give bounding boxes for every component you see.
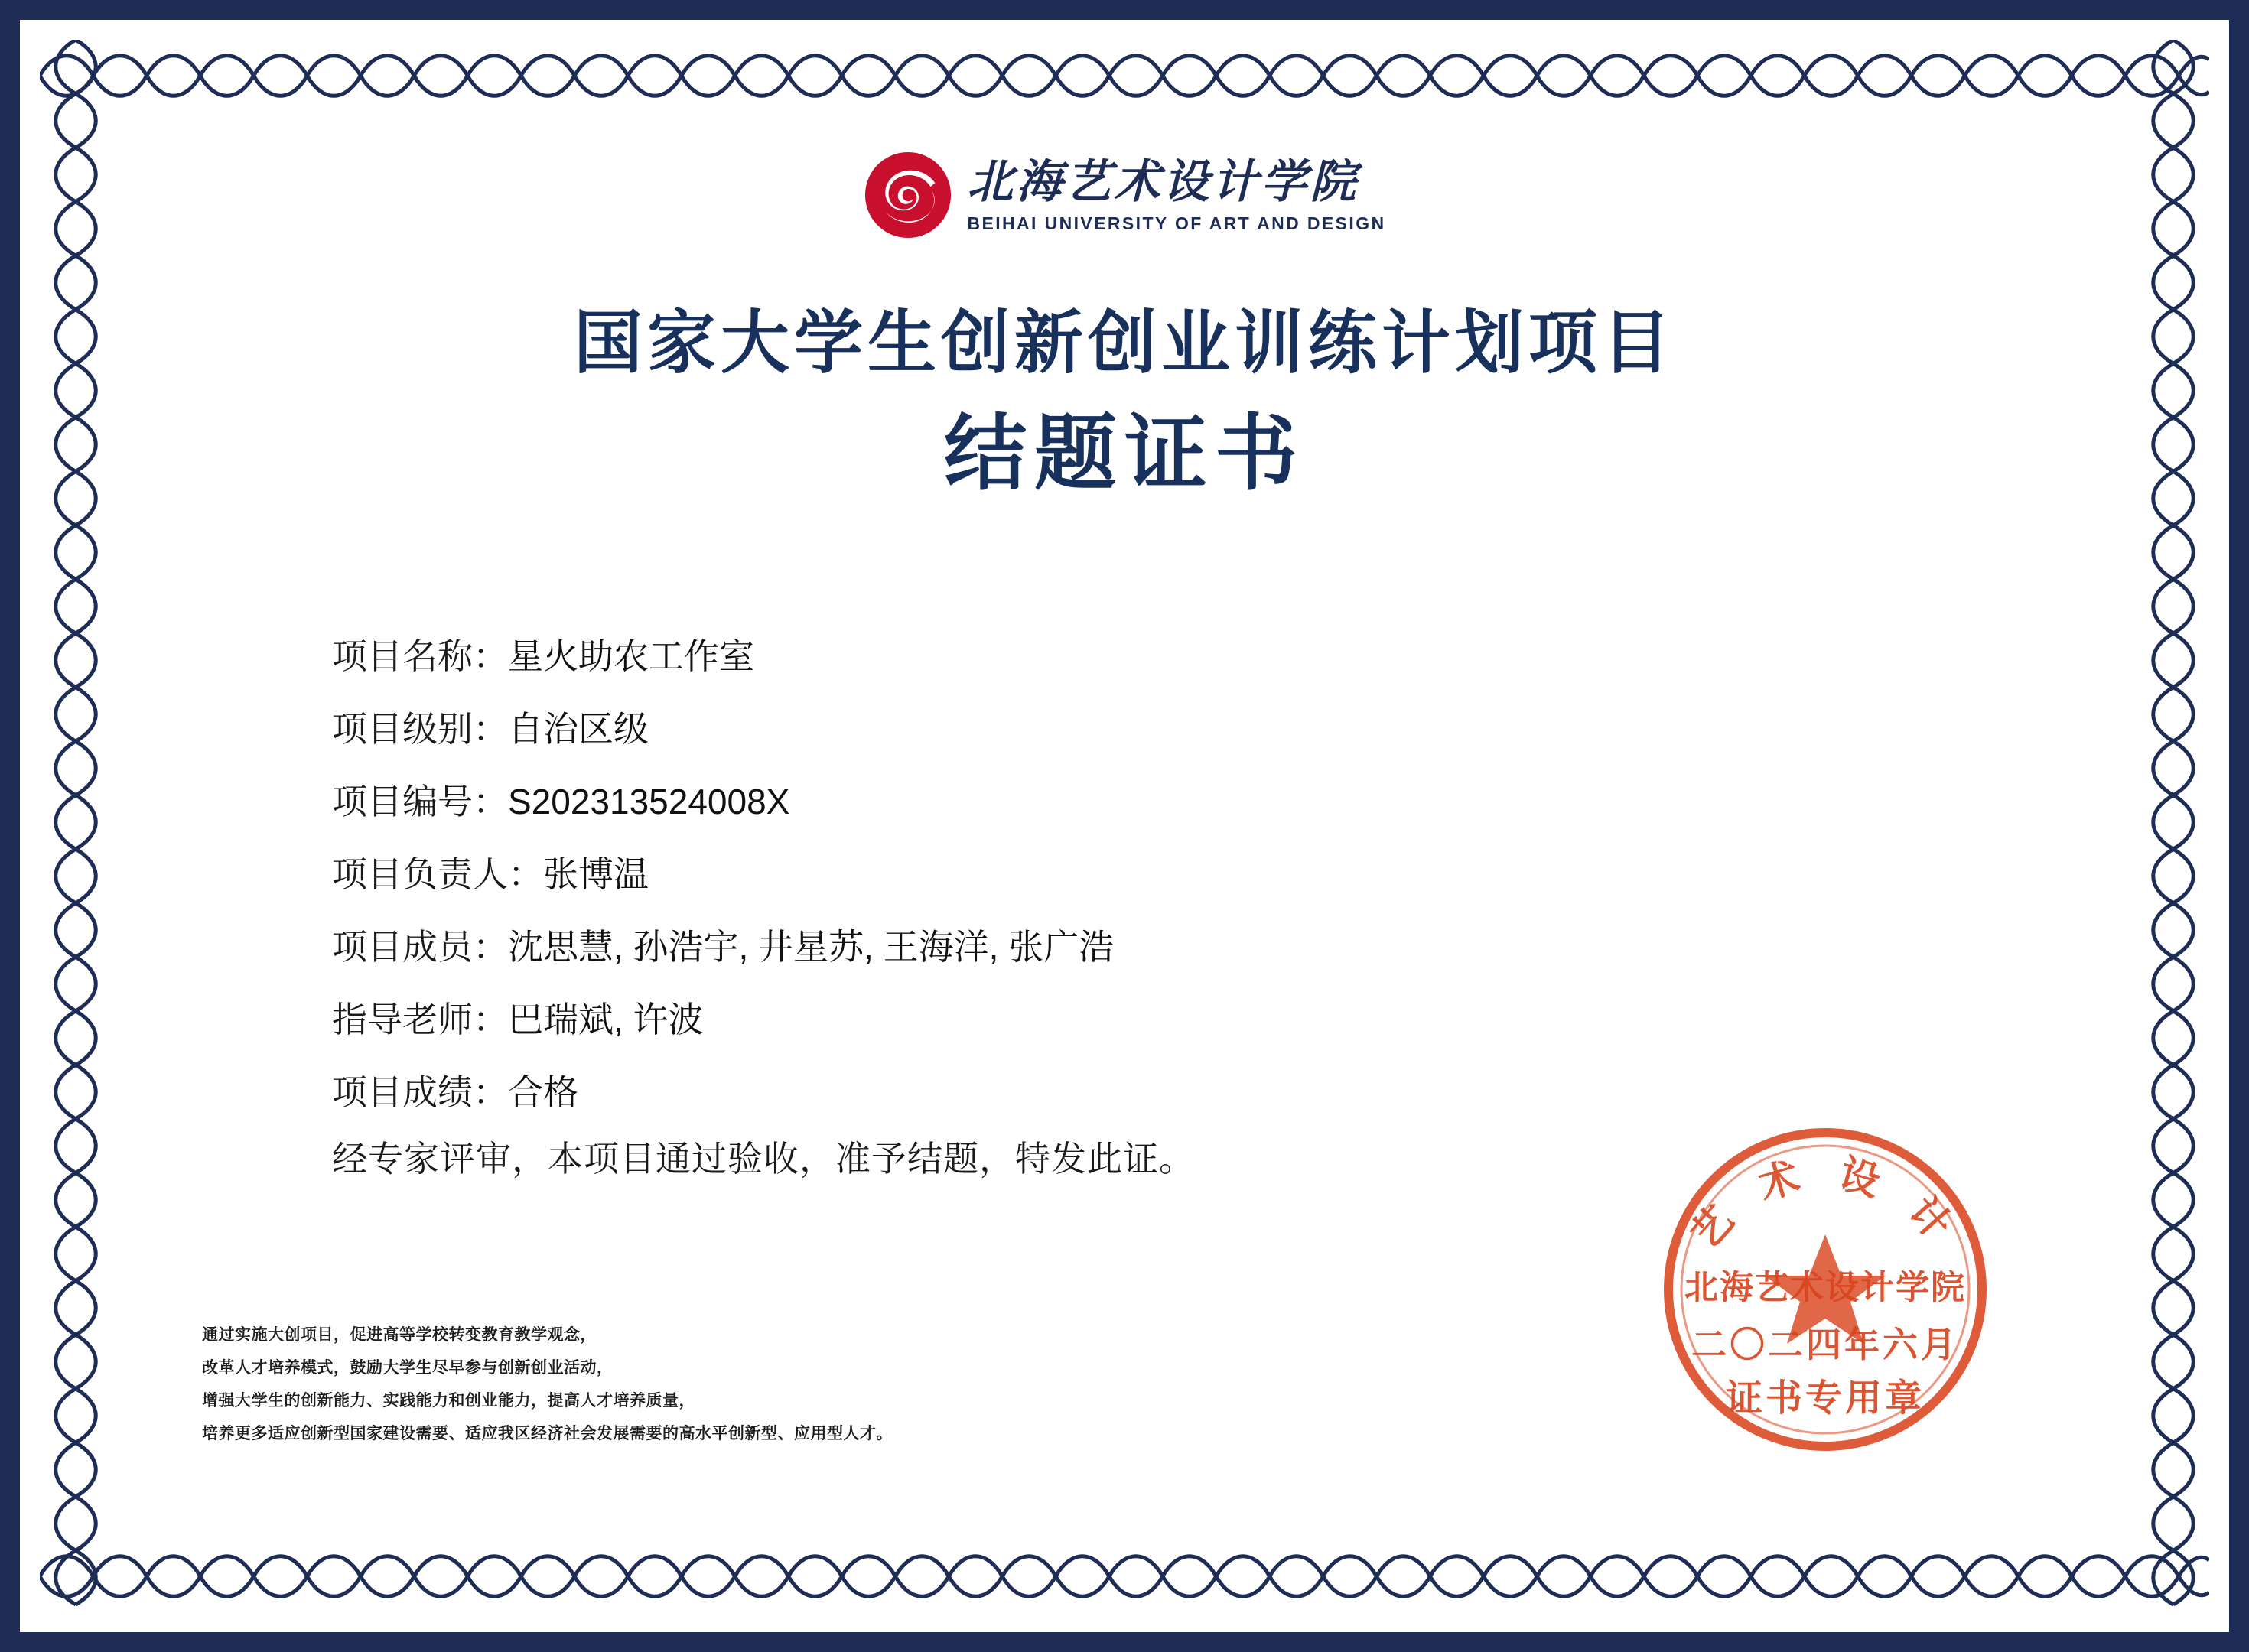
certificate-fields (332, 630, 2032, 1139)
certificate-content (125, 125, 2124, 1527)
field-value: 巴瑞斌, 许波 (508, 1000, 704, 1039)
footnote-line-4: 培养更多适应创新型国家建设需要、适应我区经济社会发展需要的高水平创新型、应用型人才。 (202, 1423, 893, 1442)
field-value: 张博温 (543, 854, 649, 894)
logo-text-block (967, 157, 1385, 234)
field-value: 自治区级 (508, 709, 649, 749)
university-logo (863, 150, 1385, 240)
rope-border-right-icon (2143, 40, 2203, 1612)
footnote-line-1: 通过实施大创项目，促进高等学校转变教育教学观念， (202, 1325, 597, 1344)
certificate-inner-background (40, 40, 2209, 1612)
seal-arc-text: 艺 术 设 计 (1683, 1152, 1967, 1257)
field-label: 项目名称： (332, 636, 508, 676)
field-label: 项目负责人： (332, 854, 543, 894)
seal-date-text: 二〇二四年六月 (1691, 1325, 1959, 1364)
field-project-level (332, 703, 2032, 756)
official-seal (1634, 1098, 2016, 1481)
seal-bottom-text: 证书专用章 (1725, 1378, 1925, 1419)
seal-org-name: 北海艺术设计学院 (1684, 1269, 1966, 1306)
footnote-line-3: 增强大学生的创新能力、实践能力和创业能力，提高人才培养质量， (202, 1390, 695, 1410)
page-subtitle: 结题证书 (943, 408, 1305, 500)
field-label: 项目成员： (332, 927, 508, 967)
rope-border-top-icon (40, 46, 2209, 106)
rope-border-left-icon (46, 40, 106, 1612)
field-value: 合格 (508, 1072, 578, 1112)
certificate-header (125, 150, 2124, 240)
field-project-leader (332, 848, 2032, 901)
field-project-name (332, 630, 2032, 683)
rope-border-bottom-icon (40, 1546, 2209, 1606)
seal-graphic (1634, 1098, 2016, 1481)
field-label: 项目级别： (332, 709, 508, 749)
footnote-block (202, 1319, 893, 1450)
page-title: 国家大学生创新创业训练计划项目 (574, 306, 1675, 382)
field-value: 星火助农工作室 (508, 636, 754, 676)
university-name-en: BEIHAI UNIVERSITY OF ART AND DESIGN (967, 213, 1386, 233)
spiral-wave-logo-icon (863, 150, 953, 240)
field-value: 沈思慧, 孙浩宇, 井星苏, 王海洋, 张广浩 (508, 927, 1115, 967)
approval-statement: 经专家评审，本项目通过验收，准予结题，特发此证。 (332, 1139, 1195, 1179)
field-label: 项目编号： (332, 782, 508, 821)
field-value: S202313524008X (508, 782, 790, 821)
footnote-line-2: 改革人才培养模式，鼓励大学生尽早参与创新创业活动， (202, 1358, 614, 1377)
field-project-members (332, 921, 2032, 974)
field-supervisors (332, 993, 2032, 1046)
field-label: 指导老师： (332, 1000, 508, 1039)
field-label: 项目成绩： (332, 1072, 508, 1112)
field-project-number (332, 776, 2032, 828)
certificate-title-block (125, 301, 2124, 509)
university-name-cn: 北海艺术设计学院 (967, 156, 1359, 207)
